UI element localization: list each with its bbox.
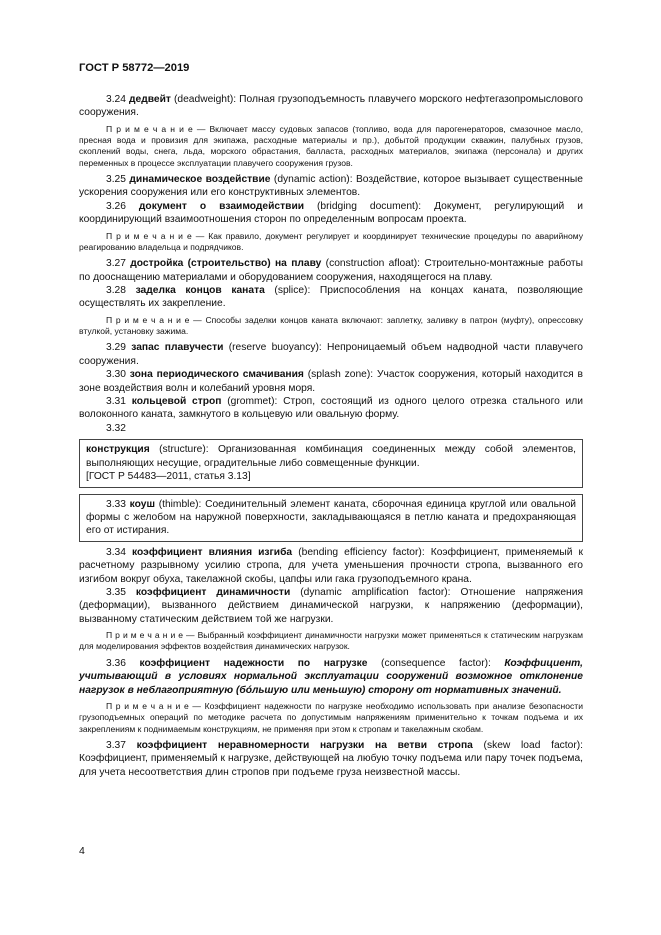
note-text: — Выбранный коэффициент динамичности нагрузки может применяться к статическим нагрузкам для моделирования эффектов воздействия динамических нагрузок. xyxy=(79,630,583,652)
entry-term: заделка концов каната xyxy=(135,285,265,297)
entry-3-32 xyxy=(86,443,576,470)
note-text: — Коэффициент надежности по нагрузке необходимо использовать при анализе безопасности грузоподъемных операций по методике расчета по допустимым напряжениям применительно к точкам подъема и их закреплениям к поднимаемым конструкциям, не применяя при этом к стропам и такелажным скобам. xyxy=(79,700,583,734)
page-number: 4 xyxy=(79,845,85,857)
entry-number: 3.31 xyxy=(106,396,126,408)
entry-definition: (reserve buoyancy): Непроницаемый объем надводной части плавучего сооружения. xyxy=(79,342,583,367)
note-text: — Способы заделки концов каната включают: заплетку, заливку в патрон (муфту), опрессовку втулкой, установку зажима. xyxy=(79,314,583,337)
entry-term: достройка (строительство) на плаву xyxy=(130,258,322,270)
entry-term: зона периодического смачивания xyxy=(129,369,304,381)
entry-number: 3.28 xyxy=(106,285,126,297)
entry-3-26 xyxy=(79,200,583,227)
entry-number: 3.26 xyxy=(106,200,126,212)
entry-definition: (grommet): Строп, состоящий из одного целого отрезка стального или волоконного каната, замкнутого в кольцевую или овальную форму. xyxy=(79,396,583,421)
note-label: П р и м е ч а н и е xyxy=(106,700,189,711)
standard-header: ГОСТ Р 58772—2019 xyxy=(79,62,190,74)
entry-number: 3.24 xyxy=(106,94,126,105)
thimble-definition-box xyxy=(79,494,583,542)
entry-definition: (thimble): Соединительный элемент каната, сборочная единица круглой или овальной формы с желобом на наружной поверхности, закладывающаяся в петлю каната и предохраняющая его от истирания. xyxy=(86,498,576,537)
note-3-28 xyxy=(79,315,583,338)
entry-3-32-reference: [ГОСТ Р 54483—2011, статья 3.13] xyxy=(86,471,251,483)
entry-definition: (bridging document): Документ, регулирующий и координирующий взаимоотношения сторон по определенным вопросам проекта. xyxy=(79,200,583,226)
note-label: П р и м е ч а н и е xyxy=(106,123,193,134)
note-3-26 xyxy=(79,231,583,254)
entry-number: 3.34 xyxy=(106,546,126,558)
entry-3-29 xyxy=(79,341,583,368)
entry-definition: (skew load factor): Коэффициент, применяемый к нагрузке, действующей на любую точку подъема или пару точек подъема, для учета несоответствия длин стропов при подъеме груза неизвестной массы. xyxy=(79,739,583,778)
entry-term: запас плавучести xyxy=(131,342,224,354)
note-3-35 xyxy=(79,630,583,653)
entry-term: коэффициент влияния изгиба xyxy=(132,546,293,558)
entry-3-34 xyxy=(79,546,583,586)
entry-term: коуш xyxy=(129,498,156,510)
entry-3-36 xyxy=(79,657,583,697)
entry-term: коэффициент неравномерности нагрузки на ветви стропа xyxy=(136,739,473,751)
note-label: П р и м е ч а н и е xyxy=(106,630,183,641)
entry-3-24 xyxy=(79,93,583,120)
note-text: — Включает массу судовых запасов (топливо, вода для парогенераторов, смазочное масло, пресная вода и провизия для экипажа, расходные материалы и пр.), добытой продукции скважин, палубных грузов, скоплений воды, снега, льда, морского обрастания, балласта, расходных материалов, экипажа (персонала) и других переменных в процессе эксплуатации плавучего сооружения грузов. xyxy=(79,123,583,168)
entry-number: 3.33 xyxy=(106,498,126,510)
entry-term: дедвейт xyxy=(129,94,171,105)
entry-term: коэффициент надежности по нагрузке xyxy=(139,657,368,669)
entry-number: 3.27 xyxy=(106,258,126,270)
terms-content xyxy=(79,93,583,779)
entry-definition: (consequence factor): xyxy=(367,657,505,669)
entry-3-27 xyxy=(79,257,583,284)
entry-3-32-number xyxy=(79,422,583,435)
note-text: — Как правило, документ регулирует и координирует технические процедуры по аварийному реагированию владельца и подрядчиков. xyxy=(79,230,583,252)
entry-number: 3.35 xyxy=(106,586,126,598)
entry-definition: (splash zone): Участок сооружения, который находится в зоне воздействия волн и колебаний уровня моря. xyxy=(79,369,583,394)
entry-term: коэффициент динамичности xyxy=(135,586,291,598)
entry-term: динамическое воздействие xyxy=(129,174,271,185)
entry-definition: (splice): Приспособления на концах каната, позволяющие осуществлять их закрепление. xyxy=(79,285,583,310)
quoted-definition-box xyxy=(79,439,583,487)
entry-term: кольцевой строп xyxy=(131,396,222,408)
note-3-36 xyxy=(79,701,583,735)
entry-number: 3.25 xyxy=(106,174,126,185)
entry-3-30 xyxy=(79,368,583,395)
entry-number: 3.37 xyxy=(106,739,126,751)
entry-term: документ о взаимодействии xyxy=(138,200,305,212)
entry-definition: (deadweight): Полная грузоподъемность плавучего морского нефтегазопромыслового сооружения. xyxy=(79,94,583,119)
note-label: П р и м е ч а н и е xyxy=(106,314,190,325)
entry-number: 3.30 xyxy=(106,369,126,381)
entry-3-25 xyxy=(79,173,583,200)
note-label: П р и м е ч а н и е xyxy=(106,230,192,241)
entry-3-31 xyxy=(79,395,583,422)
entry-number: 3.36 xyxy=(106,657,126,669)
entry-definition: (dynamic amplification factor): Отношение напряжения (деформации), вызванного действием динамической нагрузки, к напряжению (деформации), вызванному статическим действием той же нагрузки. xyxy=(79,586,583,625)
entry-definition: (structure): Организованная комбинация соединенных между собой элементов, выполняющих несущие, оградительные либо совмещенные функции. xyxy=(86,444,576,469)
entry-definition-emphasis: Коэффициент, учитывающий в условиях нормальной эксплуатации сооружений возможное отклонение нагрузок в неблагоприятную (бóльшую или меньшую) сторону от нормативных значений. xyxy=(79,657,583,696)
entry-number: 3.32 xyxy=(106,422,126,434)
entry-definition: (dynamic action): Воздействие, которое вызывает существенные ускорения сооружения или его конструктивных элементов. xyxy=(79,174,583,199)
entry-definition: (construction afloat): Строительно-монтажные работы по дооснащению материалами и оборудованием сооружения, находящегося на плаву. xyxy=(79,258,583,283)
entry-definition: (bending efficiency factor): Коэффициент, применяемый к расчетному разрывному усилию стропа, для учета уменьшения прочности стропа, вызванного его изгибом вокруг обуха, такелажной скобы, цапфы или гака грузоподъемного крана. xyxy=(79,546,583,585)
entry-3-28 xyxy=(79,284,583,311)
note-3-24 xyxy=(79,124,583,169)
entry-number: 3.29 xyxy=(106,342,126,354)
entry-term: конструкция xyxy=(86,444,150,456)
entry-3-35 xyxy=(79,586,583,626)
entry-3-37 xyxy=(79,739,583,779)
entry-3-33 xyxy=(86,498,576,538)
